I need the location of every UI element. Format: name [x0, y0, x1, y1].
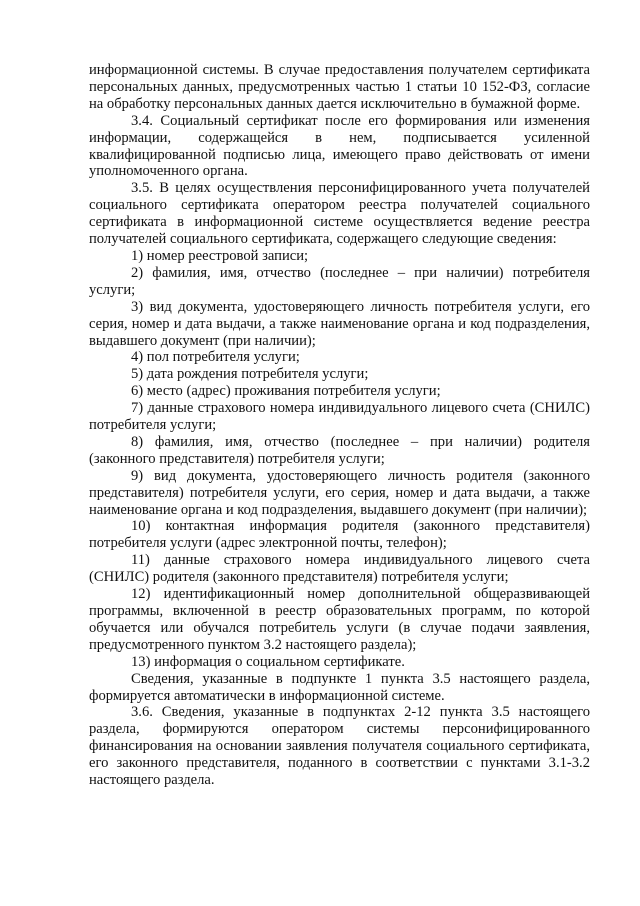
list-item-7: 7) данные страхового номера индивидуального лицевого счета (СНИЛС) потребителя услуги;	[89, 400, 590, 434]
list-item-12: 12) идентификационный номер дополнительной общеразвивающей программы, включенной в реестр образовательных программ, по которой обучается или обучался потребитель услуги (в случае подачи заявления, предусмотренного пунктом 3.2 настоящего раздела);	[89, 586, 590, 653]
list-item-3: 3) вид документа, удостоверяющего личность потребителя услуги, его серия, номер и дата выдачи, а также наименование органа и код подразделения, выдавшего документ (при наличии);	[89, 298, 590, 349]
list-item-8: 8) фамилия, имя, отчество (последнее – при наличии) родителя (законного представителя) потребителя услуги;	[89, 433, 590, 467]
paragraph-note: Сведения, указанные в подпункте 1 пункта 3.5 настоящего раздела, формируется автоматически в информационной системе.	[89, 670, 590, 704]
list-item-5: 5) дата рождения потребителя услуги;	[131, 366, 369, 383]
paragraph-3-6: 3.6. Сведения, указанные в подпунктах 2-12 пункта 3.5 настоящего раздела, формируются оператором системы персонифицированного финансирования на основании заявления получателя социального сертификата, его законного представителя, поданного в соответствии с пунктами 3.1-3.2 настоящего раздела.	[89, 704, 590, 789]
list-item-13: 13) информация о социальном сертификате.	[131, 653, 405, 670]
list-item-9: 9) вид документа, удостоверяющего личность родителя (законного представителя) потребителя услуги, его серия, номер и дата выдачи, а также наименование органа и код подразделения, выдавшего документ (при наличии);	[89, 467, 590, 518]
paragraph-3-4: 3.4. Социальный сертификат после его формирования или изменения информации, содержащейся в нем, подписывается усиленной квалифицированной подписью лица, имеющего право действовать от имени уполномоченного органа.	[89, 112, 590, 180]
list-item-2: 2) фамилия, имя, отчество (последнее – при наличии) потребителя услуги;	[89, 264, 590, 298]
list-item-1: 1) номер реестровой записи;	[131, 247, 309, 264]
list-item-4: 4) пол потребителя услуги;	[131, 349, 300, 366]
list-item-6: 6) место (адрес) проживания потребителя услуги;	[131, 383, 441, 400]
list-item-11: 11) данные страхового номера индивидуального лицевого счета (СНИЛС) родителя (законного представителя) потребителя услуги;	[89, 552, 590, 586]
paragraph-continuation: информационной системы. В случае предоставления получателем сертификата персональных данных, предусмотренных частью 1 статьи 10 152-ФЗ, согласие на обработку персональных данных дается исключительно в бумажной форме.	[89, 62, 590, 112]
list-item-10: 10) контактная информация родителя (законного представителя) потребителя услуги (адрес электронной почты, телефон);	[89, 518, 590, 552]
paragraph-3-5: 3.5. В целях осуществления персонифицированного учета получателей социального сертификата оператором реестра получателей социального сертификата в информационной системе осуществляется ведение реестра получателей социального сертификата, содержащего следующие сведения:	[89, 180, 590, 248]
